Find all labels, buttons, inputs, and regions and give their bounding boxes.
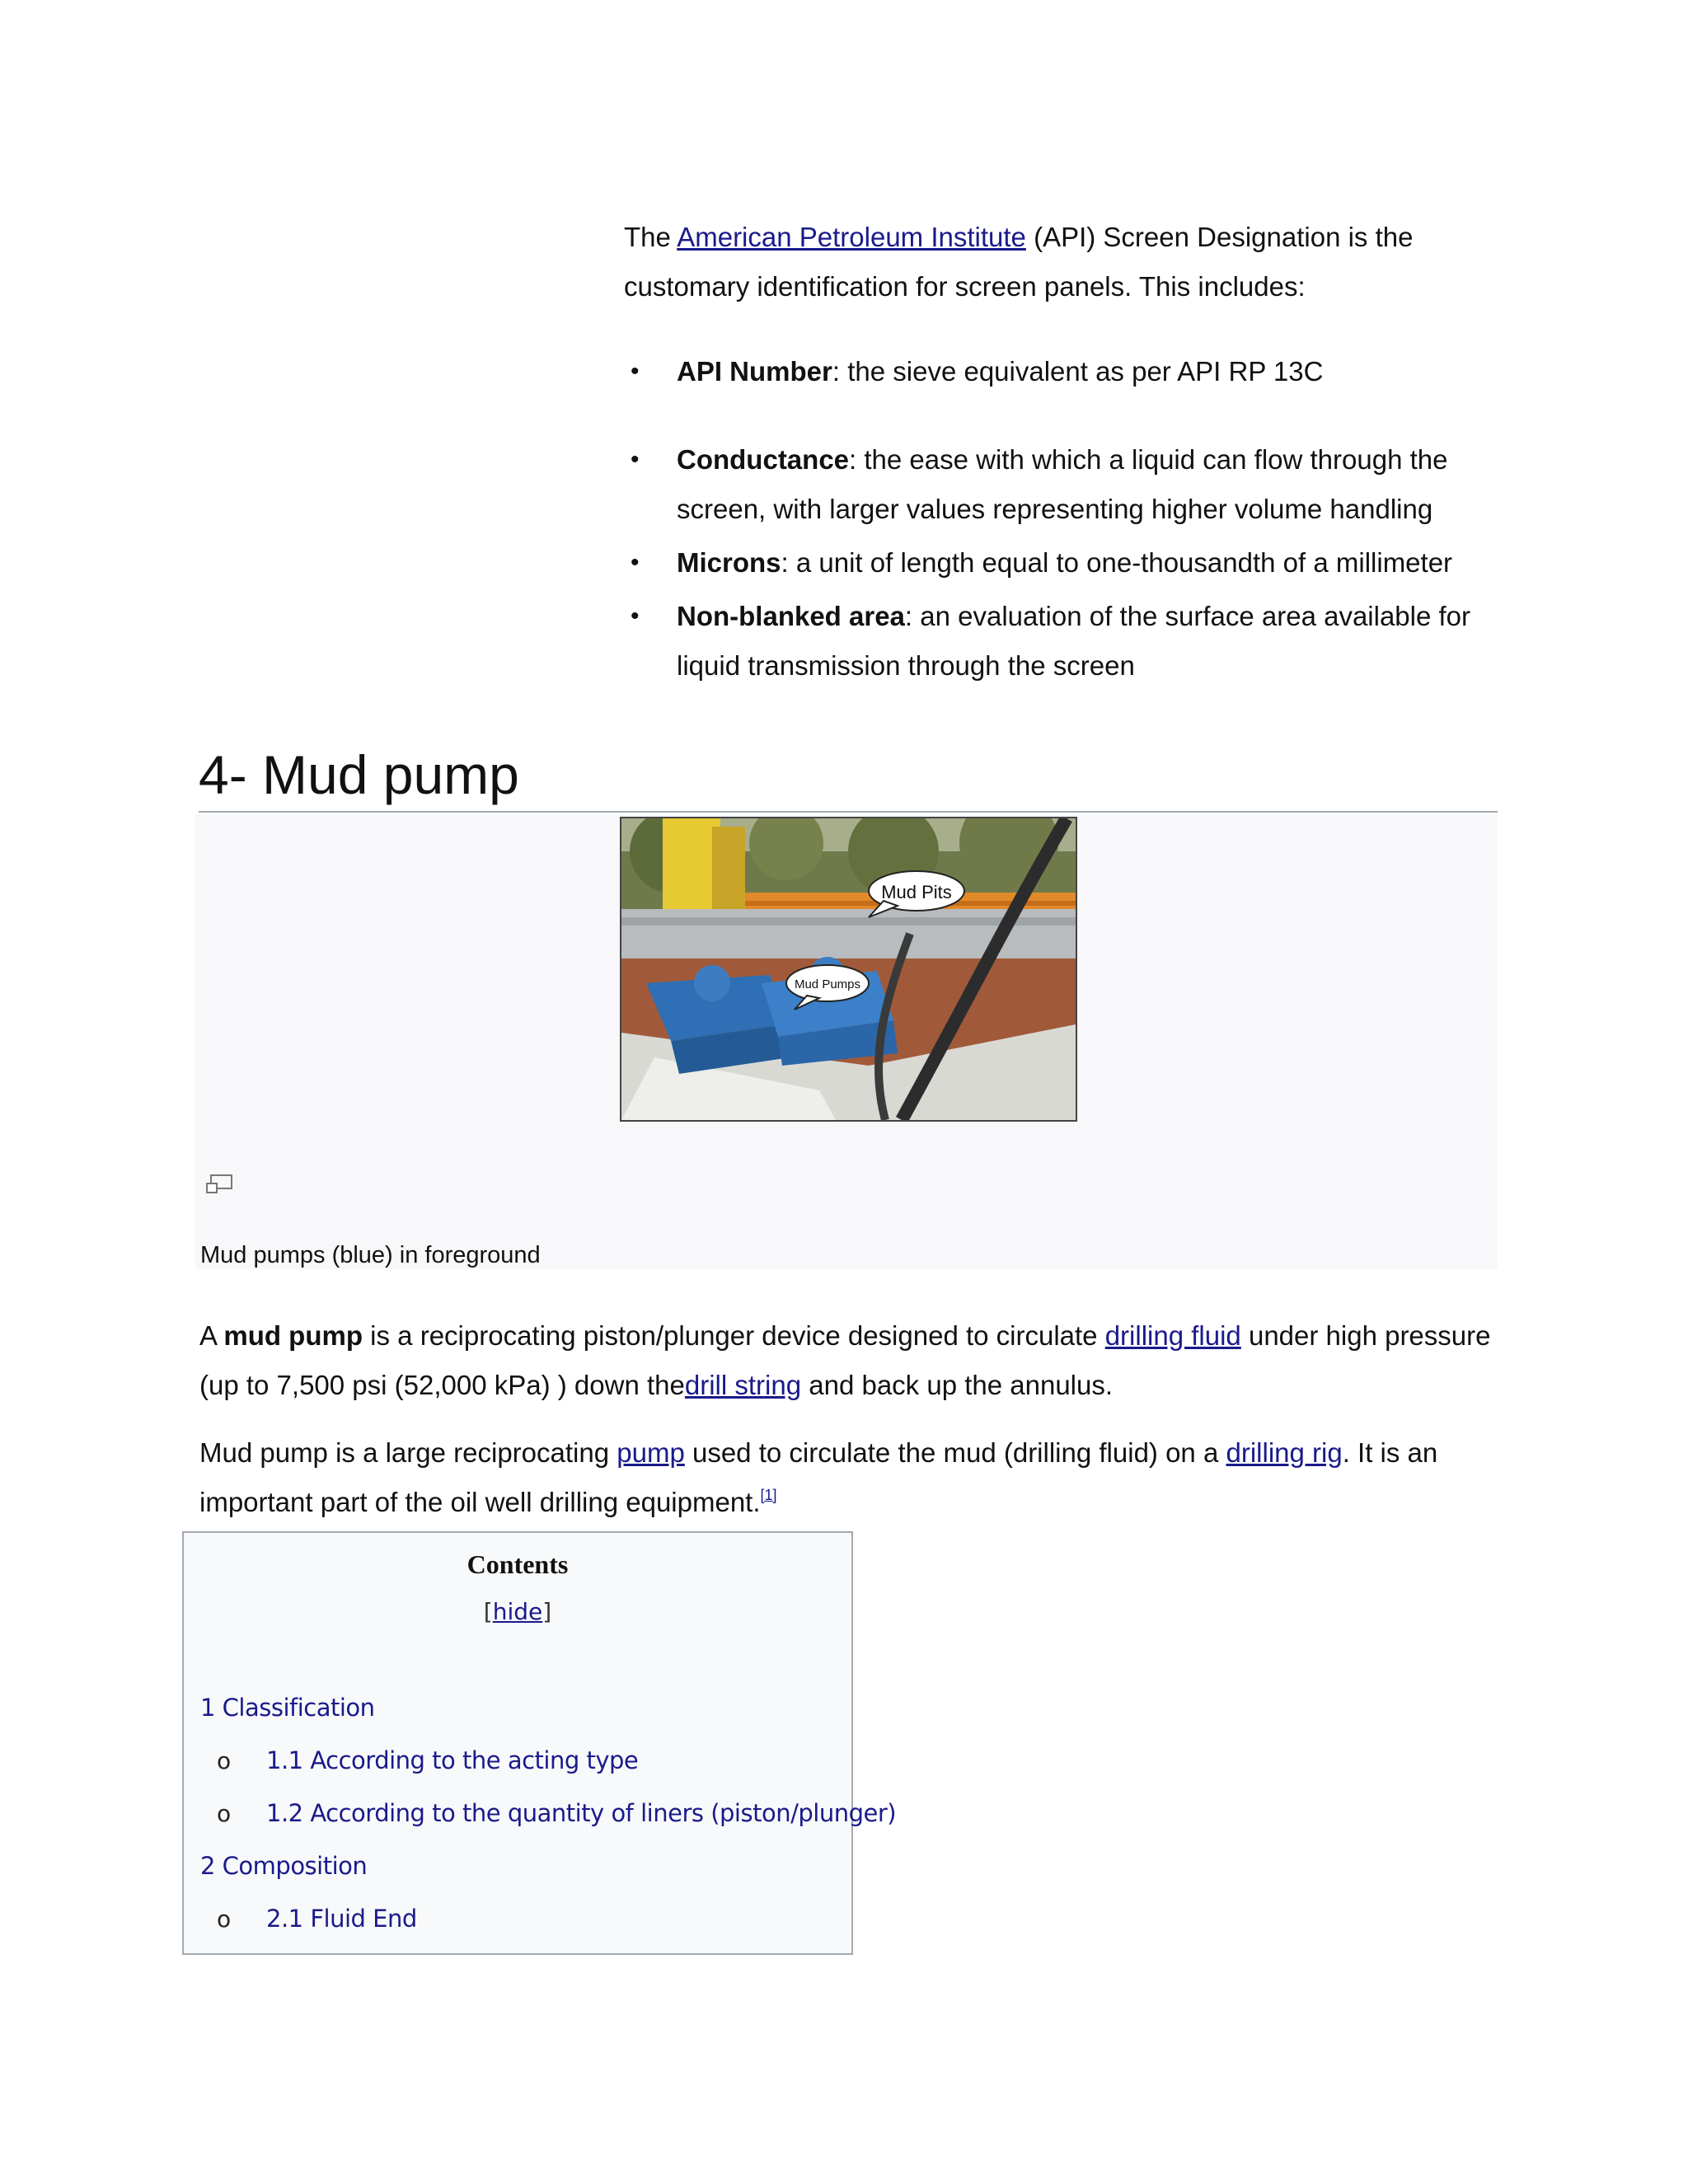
link-american-petroleum-institute[interactable]: American Petroleum Institute [677, 222, 1026, 252]
bullet-text: : an evaluation of the surface area available for liquid transmission through the screen [677, 601, 1471, 681]
bullet-term: API Number [677, 356, 832, 387]
bullet-conductance [624, 435, 1498, 534]
para-bold-term: mud pump [223, 1320, 363, 1351]
toc-sub-bullet: o [217, 1747, 232, 1774]
bullet-microns [624, 538, 1498, 588]
para-text: and back up the annulus. [801, 1370, 1114, 1400]
toc-item-quantity-of-liners[interactable]: 1.2 According to the quantity of liners (piston/plunger) [266, 1799, 897, 1827]
bullet-dot-icon: • [631, 358, 640, 385]
toc-item-classification[interactable]: 1 Classification [200, 1694, 375, 1722]
para-text: Mud pump is a large reciprocating [199, 1437, 617, 1468]
para-text: . It is an important part of the oil well drilling equipment. [199, 1437, 1438, 1517]
bullet-dot-icon: • [631, 446, 640, 473]
link-pump[interactable]: pump [617, 1437, 685, 1468]
callout-mud-pits: Mud Pits [881, 882, 952, 902]
para-text: A [199, 1320, 224, 1351]
toc-bracket-close: ] [542, 1598, 552, 1625]
bullet-dot-icon: • [631, 549, 640, 576]
intro-text-end: (API) Screen Designation is the customary identification for screen panels. This includes: [624, 222, 1414, 302]
table-of-contents [182, 1531, 897, 1955]
bullet-api-number [624, 347, 1498, 396]
para-text: is a reciprocating piston/plunger device designed to circulate [363, 1320, 1105, 1351]
bullet-text: : the sieve equivalent as per API RP 13C [832, 356, 1324, 387]
bullet-non-blanked-area [624, 592, 1498, 691]
figure-caption: Mud pumps (blue) in foreground [200, 1242, 541, 1268]
bullet-dot-icon: • [631, 602, 640, 630]
enlarge-icon[interactable] [205, 1174, 233, 1195]
section-heading-mud-pump: 4- Mud pump [199, 744, 519, 805]
toc-hide-link[interactable]: hide [492, 1598, 543, 1625]
bullet-term: Microns [677, 547, 781, 578]
toc-sub-bullet: o [217, 1800, 232, 1827]
bullet-text: : a unit of length equal to one-thousandth of a millimeter [781, 547, 1453, 578]
toc-item-acting-type[interactable]: 1.1 According to the acting type [266, 1746, 639, 1774]
para-text: under high pressure (up to 7,500 psi (52,000 kPa) ) down the [199, 1320, 1491, 1400]
para-text: used to circulate the mud (drilling fluid) on a [684, 1437, 1226, 1468]
link-drilling-rig[interactable]: drilling rig [1226, 1437, 1343, 1468]
toc-hide-toggle [184, 1598, 851, 1625]
link-drill-string[interactable]: drill string [684, 1370, 802, 1400]
toc-item-fluid-end[interactable]: 2.1 Fluid End [266, 1905, 417, 1933]
bullet-text: : the ease with which a liquid can flow through the screen, with larger values representing higher volume handling [677, 444, 1448, 524]
toc-item-composition[interactable]: 2 Composition [200, 1852, 368, 1880]
mud-pump-definition-paragraph [199, 1311, 1502, 1410]
intro-paragraph [624, 213, 1498, 312]
reference-link-1[interactable]: [1] [760, 1487, 777, 1503]
toc-bracket-open: [ [483, 1598, 493, 1625]
toc-title: Contents [467, 1549, 569, 1579]
intro-text-start: The [624, 222, 678, 252]
link-drilling-fluid[interactable]: drilling fluid [1104, 1320, 1241, 1351]
callout-mud-pumps: Mud Pumps [794, 977, 861, 991]
mud-pump-photo[interactable] [620, 817, 1077, 1122]
bullet-term: Non-blanked area [677, 601, 905, 631]
bullet-term: Conductance [677, 444, 850, 475]
mud-pump-illustration [621, 818, 1076, 1120]
heading-divider [199, 811, 1498, 813]
mud-pump-description-paragraph [199, 1428, 1502, 1527]
toc-sub-bullet: o [217, 1905, 232, 1933]
